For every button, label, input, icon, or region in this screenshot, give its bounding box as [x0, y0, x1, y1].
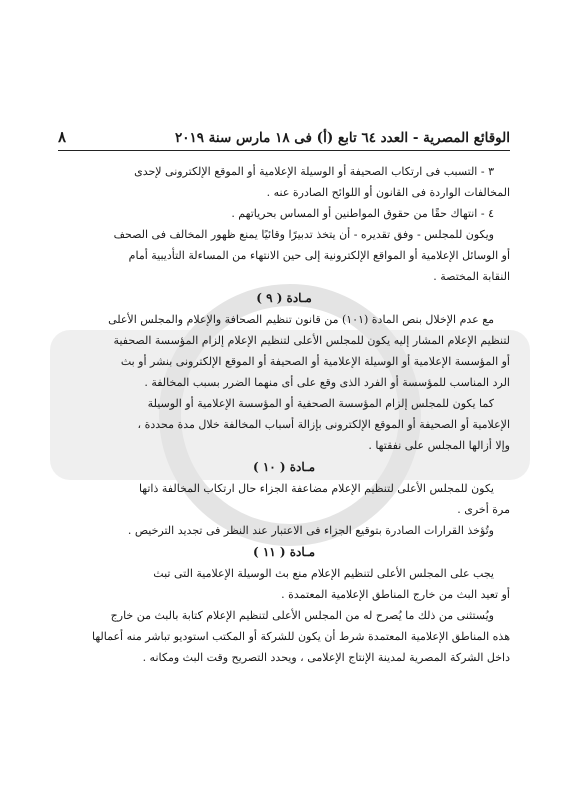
page-header: [58, 128, 510, 151]
paragraph-line: لتنظيم الإعلام المشار إليه يكون للمجلس الأعلى لتنظيم الإعلام إلزام المؤسسة الصحفية: [113, 334, 510, 347]
paragraph-line: الإعلامية أو الصحيفة أو الموقع الإلكترونى بإزالة أسباب المخالفة خلال مدة محددة ،: [137, 418, 510, 431]
running-title: الوقائع المصرية - العدد ٦٤ تابع (أ) فى ١٨ مارس سنة ٢٠١٩: [174, 130, 510, 146]
paragraph-line: مع عدم الإخلال بنص المادة (١٠١) من قانون تنظيم الصحافة والإعلام والمجلس الأعلى: [108, 313, 494, 326]
paragraph-line: يكون للمجلس الأعلى لتنظيم الإعلام مضاعفة الجزاء حال ارتكاب المخالفة ذاتها: [138, 482, 494, 495]
paragraph-line: مرة أخرى .: [457, 503, 510, 516]
paragraph-line: المخالفات الواردة فى القانون أو اللوائح الصادرة عنه .: [266, 186, 510, 199]
paragraph-line: يجب على المجلس الأعلى لتنظيم الإعلام منع بث الوسيلة الإعلامية التى تبث: [153, 567, 494, 580]
paragraph-line: ٣ - التسبب فى ارتكاب الصحيفة أو الوسيلة الإعلامية أو الموقع الإلكترونى لإحدى: [134, 165, 494, 178]
paragraph-line: الرد المناسب للمؤسسة أو الفرد الذى وقع على أى منهما الضرر بسبب المخالفة .: [144, 376, 510, 389]
paragraph-line: ٤ - انتهاك حقًا من حقوق المواطنين أو المساس بحرياتهم .: [231, 207, 494, 220]
page-number: ٨: [58, 128, 67, 146]
document-page: [58, 128, 510, 668]
paragraph-line: وتُؤخذ القرارات الصادرة بتوقيع الجزاء فى الاعتبار عند النظر فى تجديد الترخيص .: [127, 524, 494, 537]
paragraph-line: أو الوسائل الإعلامية أو المواقع الإلكترونية إلى حين الانتهاء من المساءلة التأديبية أمام: [128, 249, 510, 262]
paragraph-line: كما يكون للمجلس إلزام المؤسسة الصحفية أو المؤسسة الإعلامية أو الوسيلة: [147, 397, 494, 410]
article-heading: مـادة ( ٩ ): [256, 291, 312, 305]
paragraph-line: وإلا أزالها المجلس على نفقتها .: [368, 439, 510, 452]
article-heading: مـادة ( ١٠ ): [252, 460, 315, 474]
paragraph-line: داخل الشركة المصرية لمدينة الإنتاج الإعلامى ، ويحدد التصريح وقت البث ومكانه .: [142, 651, 510, 664]
article-heading: مـادة ( ١١ ): [252, 545, 315, 559]
paragraph-line: أو المؤسسة الإعلامية أو الوسيلة الإعلامية أو الصحيفة أو الموقع الإلكترونى بنشر أو بث: [120, 355, 510, 368]
paragraph-line: ويكون للمجلس - وفق تقديره - أن يتخذ تدبيرًا وقائيًا يمنع ظهور المخالف فى الصحف: [113, 228, 494, 241]
paragraph-line: أو تعيد البث من خارج المناطق الإعلامية المعتمدة .: [281, 588, 510, 601]
paragraph-line: هذه المناطق الإعلامية المعتمدة شرط أن يكون للشركة أو المكتب استوديو تباشر منه أعمالها: [92, 630, 510, 643]
document-body: [58, 161, 510, 668]
paragraph-line: ويُستثنى من ذلك ما يُصرح له من المجلس الأعلى لتنظيم الإعلام كتابة بالبث من خارج: [110, 609, 494, 622]
paragraph-line: النقابة المختصة .: [433, 270, 510, 283]
